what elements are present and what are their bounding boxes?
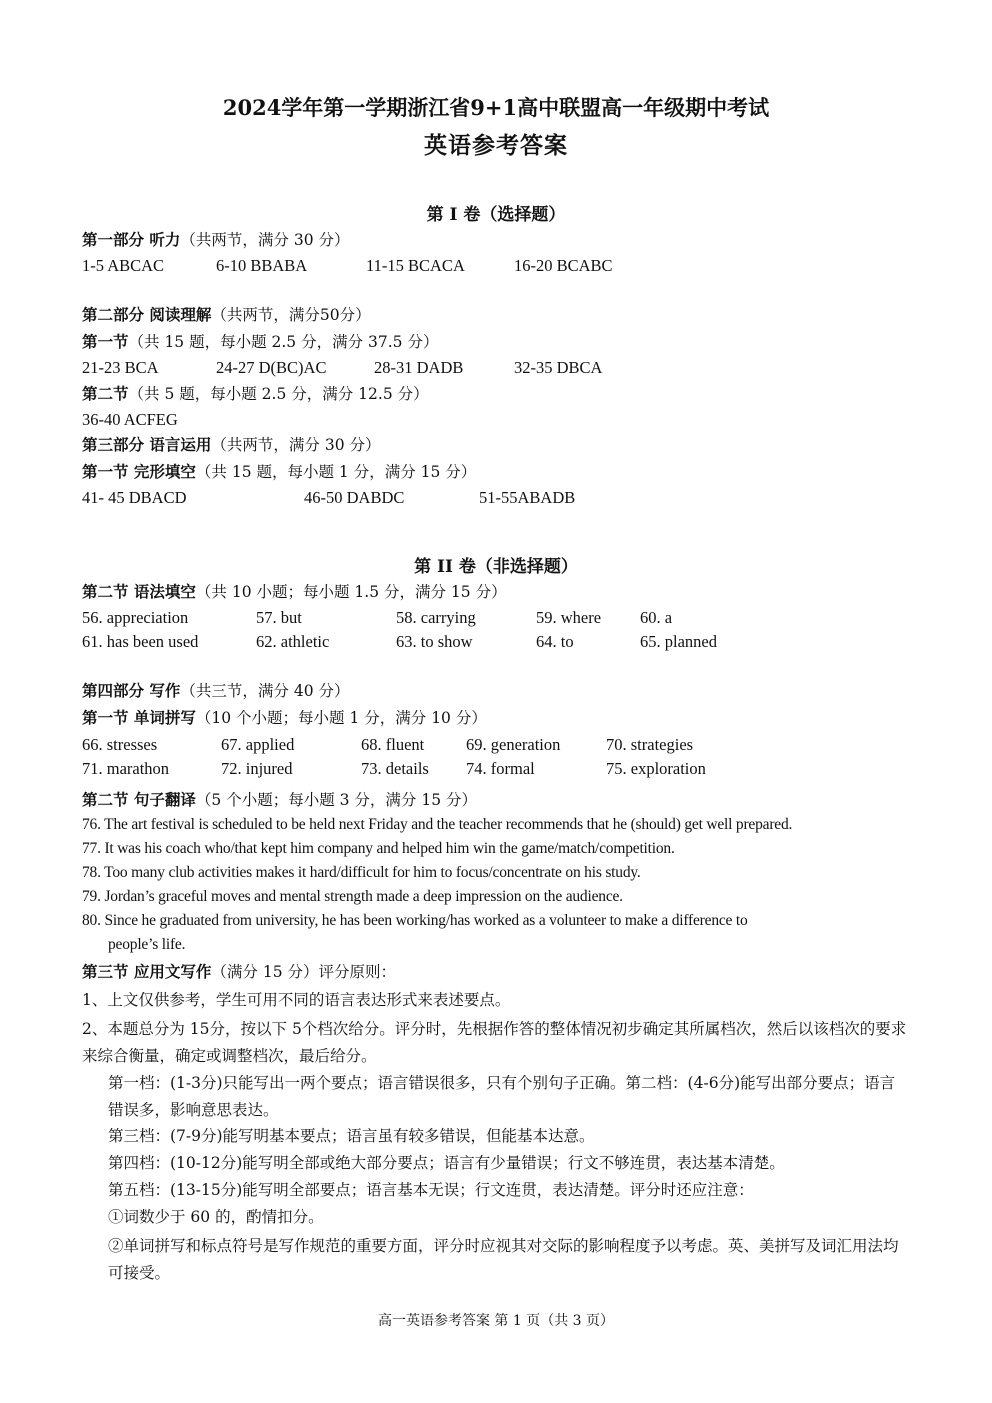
answer-group: 28-31 DADB xyxy=(374,358,464,377)
translation-77: 77. It was his coach who/that kept him company and helped him win the game/match/competition. xyxy=(82,840,675,857)
cloze-title: 第一节 完形填空 xyxy=(82,462,196,481)
translation-note: （5 个小题；每小题 3 分，满分 15 分） xyxy=(195,791,477,809)
spelling-answer: 66. stresses xyxy=(82,735,158,754)
part2-sec1-title: 第一节 xyxy=(82,332,129,351)
part2-sec2-heading xyxy=(82,383,429,405)
translation-80: 80. Since he graduated from university, he has been working/has worked as a volunteer to make a difference to xyxy=(82,912,748,929)
answer-group: 51-55ABADB xyxy=(479,488,576,507)
grade-5: 第五档：(13-15分)能写明全部要点；语言基本无误；行文连贯，表达清楚。评分时还应注意： xyxy=(108,1181,754,1199)
part2-note: （共两节，满分50分） xyxy=(211,306,371,324)
part2-sec2-note: （共 5 题，每小题 2.5 分，满分 12.5 分） xyxy=(128,385,429,403)
part3-title: 第三部分 语言运用 xyxy=(82,435,212,454)
grammar-title: 第二节 语法填空 xyxy=(82,582,196,601)
grammar-answer: 56. appreciation xyxy=(82,608,189,627)
spelling-answer: 68. fluent xyxy=(361,735,425,754)
answer-group: 1-5 ABCAC xyxy=(82,256,165,275)
grammar-answer: 62. athletic xyxy=(256,632,330,651)
translation-76: 76. The art festival is scheduled to be held next Friday and the teacher recommends that he (should) get well prepared. xyxy=(82,816,793,833)
part2-sec1-note: （共 15 题，每小题 2.5 分，满分 37.5 分） xyxy=(128,333,439,351)
grammar-answer: 60. a xyxy=(640,608,673,627)
cloze-note: （共 15 题，每小题 1 分，满分 15 分） xyxy=(195,463,477,481)
grammar-answer: 61. has been used xyxy=(82,632,199,651)
spelling-answer: 74. formal xyxy=(466,759,535,778)
grammar-answer: 59. where xyxy=(536,608,602,627)
answer-group: 6-10 BBABA xyxy=(216,256,308,275)
part2-heading xyxy=(82,304,371,326)
cloze-heading xyxy=(82,461,476,483)
grammar-answer: 58. carrying xyxy=(396,608,476,627)
volume-1-heading: 第 I 卷（选择题） xyxy=(426,205,566,225)
part3-heading xyxy=(82,434,380,456)
part2-sec2-title: 第二节 xyxy=(82,384,129,403)
translation-80-continued: people’s life. xyxy=(108,936,186,953)
grade-4: 第四档：(10-12分)能写明全部或绝大部分要点；语言有少量错误；行文不够连贯，表达基本清楚。 xyxy=(108,1154,785,1172)
part4-title: 第四部分 写作 xyxy=(82,681,181,700)
part2-sec1-heading xyxy=(82,331,438,353)
grade-1-2: 第一档：(1-3分)只能写出一两个要点；语言错误很多，只有个别句子正确。第二档：(4-6分)能写出部分要点；语言错误多，影响意思表达。 xyxy=(108,1074,896,1119)
grammar-heading xyxy=(82,581,507,603)
translation-79: 79. Jordan’s graceful moves and mental strength made a deep impression on the audience. xyxy=(82,888,623,905)
grade-3: 第三档：(7-9分)能写明基本要点；语言虽有较多错误，但能基本达意。 xyxy=(108,1127,595,1145)
spelling-heading xyxy=(82,707,487,729)
part3-note: （共两节，满分 30 分） xyxy=(211,436,381,454)
translation-title: 第二节 句子翻译 xyxy=(82,790,196,809)
answer-group: 32-35 DBCA xyxy=(514,358,603,377)
part4-note: （共三节，满分 40 分） xyxy=(180,682,350,700)
answer-group: 41- 45 DBACD xyxy=(82,488,187,507)
note-spelling: ②单词拼写和标点符号是写作规范的重要方面，评分时应视其对交际的影响程度予以考虑。英、美拼写及词汇用法均可接受。 xyxy=(108,1237,899,1282)
part2-title: 第二部分 阅读理解 xyxy=(82,305,212,324)
answer-group: 16-20 BCABC xyxy=(514,256,613,275)
part4-heading xyxy=(82,680,349,702)
grammar-answer: 63. to show xyxy=(396,632,473,651)
answer-group: 11-15 BCACA xyxy=(366,256,465,275)
answer-group: 24-27 D(BC)AC xyxy=(216,358,327,377)
translation-78: 78. Too many club activities makes it hard/difficult for him to focus/concentrate on his study. xyxy=(82,864,641,881)
part1-heading xyxy=(82,229,349,251)
part1-note: （共两节，满分 30 分） xyxy=(180,231,350,249)
grammar-note: （共 10 小题；每小题 1.5 分，满分 15 分） xyxy=(195,583,507,601)
grammar-answer: 64. to xyxy=(536,632,574,651)
volume-2-heading: 第 II 卷（非选择题） xyxy=(414,557,578,577)
spelling-note: （10 个小题；每小题 1 分，满分 10 分） xyxy=(195,709,487,727)
scoring-rule-2-body: 2、本题总分为 15分，按以下 5个档次给分。评分时，先根据作答的整体情况初步确定其所属档次，然后以该档次的要求来综合衡量，确定或调整档次，最后给分。 xyxy=(82,1020,907,1065)
grammar-answer: 65. planned xyxy=(640,632,717,651)
exam-subtitle: 英语参考答案 xyxy=(424,132,568,159)
writing-title: 第三节 应用文写作 xyxy=(82,962,212,981)
answer-group: 46-50 DABDC xyxy=(304,488,405,507)
note-word-count: ①词数少于 60 的，酌情扣分。 xyxy=(108,1208,324,1226)
translation-heading xyxy=(82,789,477,811)
answer-group: 36-40 ACFEG xyxy=(82,410,178,429)
writing-heading xyxy=(82,961,396,983)
spelling-answer: 73. details xyxy=(361,759,429,778)
page-footer: 高一英语参考答案 第 1 页（共 3 页） xyxy=(377,1313,615,1329)
spelling-answer: 69. generation xyxy=(466,735,561,754)
exam-title: 2024学年第一学期浙江省9+1高中联盟高一年级期中考试 xyxy=(222,95,770,120)
scoring-rule-1: 1、上文仅供参考，学生可用不同的语言表达形式来表述要点。 xyxy=(82,991,511,1009)
spelling-answer: 67. applied xyxy=(221,735,295,754)
writing-note: （满分 15 分）评分原则： xyxy=(211,963,396,981)
grammar-answer: 57. but xyxy=(256,608,302,627)
part1-title: 第一部分 听力 xyxy=(82,230,181,249)
spelling-title: 第一节 单词拼写 xyxy=(82,708,196,727)
spelling-answer: 75. exploration xyxy=(606,759,706,778)
spelling-answer: 71. marathon xyxy=(82,759,170,778)
spelling-answer: 72. injured xyxy=(221,759,293,778)
spelling-answer: 70. strategies xyxy=(606,735,694,754)
answer-group: 21-23 BCA xyxy=(82,358,159,377)
